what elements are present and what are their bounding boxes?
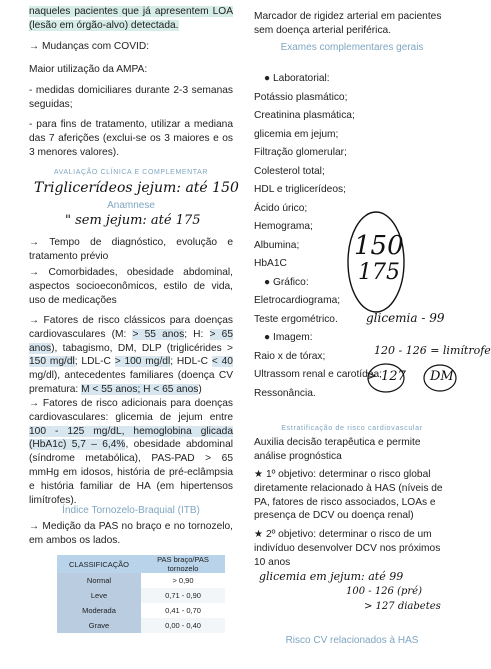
itb-table — [57, 555, 225, 633]
handwritten-175: 175 — [358, 260, 400, 285]
list-item: Filtração glomerular; — [254, 147, 347, 158]
table-cell: 0,41 - 0,70 — [165, 606, 201, 615]
list-item: Hemograma; — [254, 221, 313, 232]
anamnese-item-1: → Tempo de diagnóstico, evolução e tratamento prévio — [29, 237, 233, 262]
handwritten-glicemia-99: glicemia - 99 — [366, 311, 445, 325]
additional-risk-factors: → Fatores de risco adicionais para doenças cardiovasculares: glicemia de jejum entre 100 - 125 mg/dL, hemoglobina glicada (HbA1c) 5,7 – 6,4%, obesidade abdominal (síndrome metabólica), PAS-PAD > 65 mmHg em idosos, história de pré-eclâmpsia e história familiar de HA (em hipertensos limítrofes). — [29, 398, 233, 506]
handwritten-oval — [342, 208, 412, 316]
handwritten-dm: DM — [430, 369, 454, 384]
itb-marker-text: Marcador de rigidez arterial em pacientes sem doença arterial periférica. — [254, 11, 442, 36]
estratificacao-heading: Estratificação de risco cardiovascular — [281, 423, 423, 432]
itb-description: → Medição da PAS no braço e no tornozelo, em ambos os lados. — [29, 521, 233, 546]
anamnese-heading: Anamnese — [107, 200, 155, 211]
itb-heading: Índice Tornozelo-Braquial (ITB) — [62, 505, 200, 516]
handwritten-triglicerideos: Triglicerídeos jejum: até 150 — [34, 180, 239, 196]
risco-cv-heading: Risco CV relacionados à HAS — [285, 635, 419, 646]
list-item: Ultrassom renal e carotídea; — [254, 369, 382, 380]
list-item: Creatinina plasmática; — [254, 110, 355, 121]
table-cell: Leve — [57, 588, 141, 603]
list-item: Eletrocardiograma; — [254, 295, 341, 306]
handwritten-circles — [362, 361, 462, 395]
loa-paragraph: naqueles pacientes que já apresentem LOA (lesão em órgão-alvo) detectada. — [29, 6, 233, 31]
exames-heading: Exames complementares gerais — [280, 42, 424, 53]
handwritten-glicemia-jejum: glicemia em jejum: até 99 — [259, 570, 404, 583]
estratificacao-text: Auxilia decisão terapêutica e permite análise prognóstica — [254, 437, 421, 462]
classic-risk-factors: → Fatores de risco clássicos para doenças cardiovasculares (M: > 55 anos; H: > 65 anos), tabagismo, DM, DLP (triglicérides > 150 mg/dl; LDL-C > 100 mg/dl; HDL-C < 40 mg/dl), antecedentes familiares (doença CV prematura: M < 55 anos; H < 65 anos) — [29, 315, 233, 395]
list-item: ● Imagem: — [264, 332, 313, 343]
table-cell: Moderada — [57, 603, 141, 618]
ampa-item-2: - para fins de tratamento, utilizar a mediana das 7 aferições (exclui-se os 3 maiores e os 3 menores valores). — [29, 119, 233, 158]
handwritten-127: > 127 — [366, 369, 406, 384]
list-item: HbA1C — [254, 258, 287, 269]
list-item: glicemia em jejum; — [254, 128, 339, 140]
handwritten-150: 150 — [354, 231, 404, 261]
table-cell: 0,71 - 0,90 — [141, 588, 225, 603]
table-cell: > 0,90 — [172, 576, 194, 585]
anamnese-item-2: → Comorbidades, obesidade abdominal, aspectos socioeconômicos, estilo de vida, uso de medicações — [29, 267, 233, 306]
table-header: CLASSIFICAÇÃO — [57, 555, 141, 573]
table-header: PAS braço/PAS tornozelo — [141, 555, 225, 573]
table-cell: 0,00 - 0,40 — [141, 618, 225, 633]
table-header-row — [57, 555, 225, 573]
list-item: Ácido úrico; — [254, 202, 308, 214]
list-item: Albumina; — [254, 239, 300, 251]
list-item: Colesterol total; — [254, 165, 325, 177]
table-cell: Normal — [57, 573, 141, 588]
ampa-text: Maior utilização da AMPA: — [29, 64, 148, 75]
table-row — [57, 603, 225, 618]
list-item: ● Laboratorial: — [264, 73, 330, 84]
handwritten-sem-jejum: " sem jejum: até 175 — [65, 213, 201, 228]
table-row — [57, 573, 225, 588]
list-item: HDL e triglicerídeos; — [254, 184, 346, 195]
table-row — [57, 588, 225, 603]
list-item: Ressonância. — [254, 387, 316, 399]
list-item: Teste ergométrico. — [254, 313, 338, 325]
handwritten-pre: 100 - 126 (pré) — [346, 586, 422, 597]
table-row — [57, 618, 225, 633]
covid-heading: → Mudanças com COVID: — [29, 41, 150, 52]
table-cell: Grave — [57, 618, 141, 633]
list-item: Potássio plasmático; — [254, 91, 348, 103]
objective-1: ★ 1º objetivo: determinar o risco global diretamente relacionado à HAS (níveis de PA, fatores de risco associados, LOAs e presença de DCV ou doença renal) — [254, 469, 443, 522]
section-avaliacao: AVALIAÇÃO CLÍNICA E COMPLEMENTAR — [53, 169, 209, 176]
ampa-item-1: - medidas domiciliares durante 2-3 semanas seguidas; — [29, 85, 233, 110]
list-item: Raio x de tórax; — [254, 350, 326, 362]
objective-2: ★ 2º objetivo: determinar o risco de um indivíduo desenvolver DCV nos próximos 10 anos — [254, 529, 441, 568]
list-item: ● Gráfico: — [264, 276, 309, 288]
handwritten-limitrofe: 120 - 126 = limítrofe — [374, 344, 491, 357]
handwritten-diabetes: > 127 diabetes — [364, 601, 441, 612]
